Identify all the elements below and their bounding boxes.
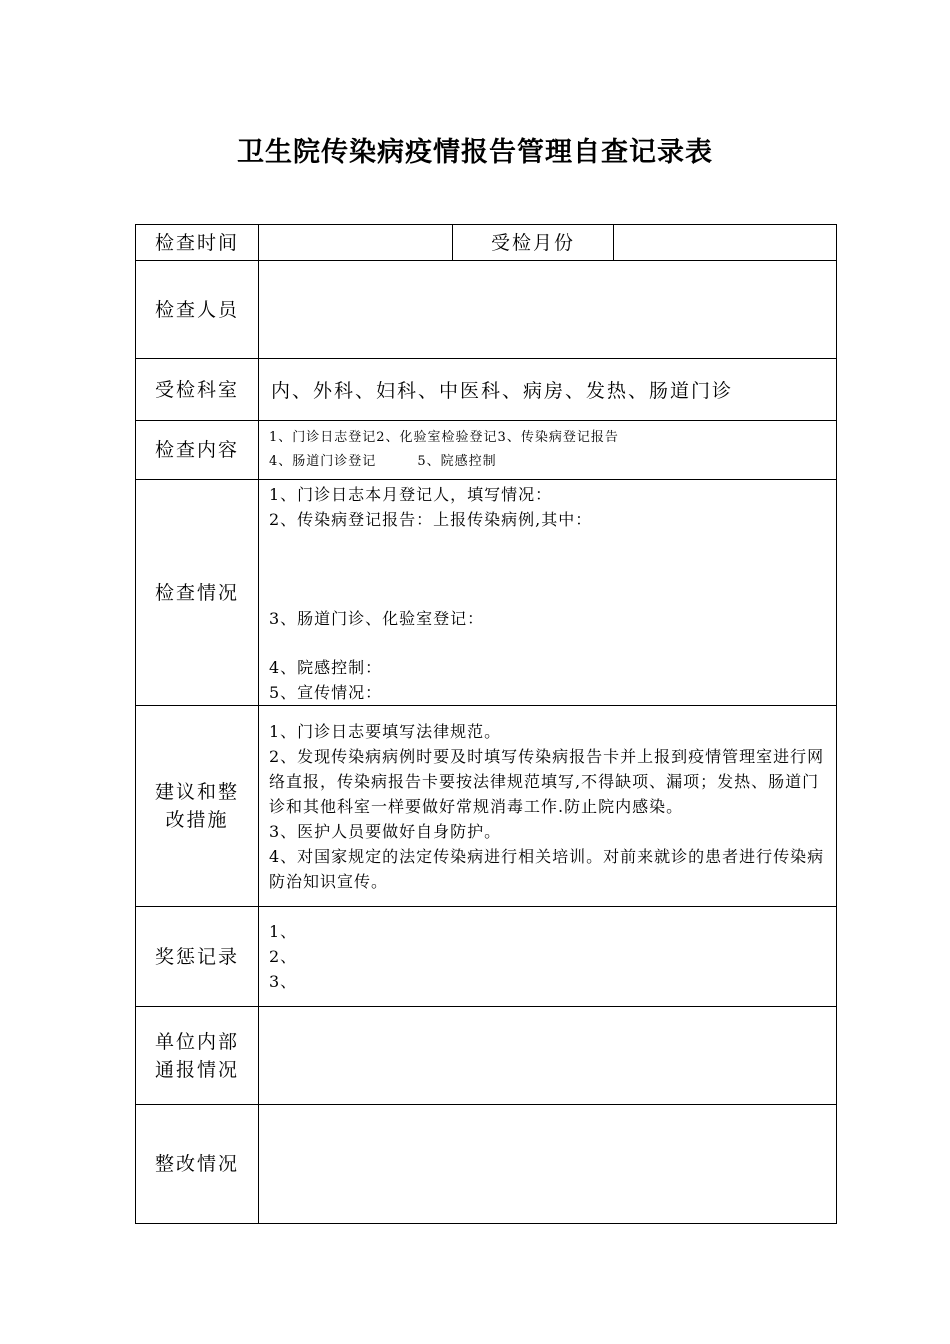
- label-situation: 检查情况: [136, 480, 259, 706]
- situation-item: 1、门诊日志本月登记人，填写情况：: [269, 485, 553, 504]
- value-content: [259, 421, 837, 480]
- suggestion-item: 3、医护人员要做好自身防护。: [269, 821, 502, 841]
- label-check-time: 检查时间: [136, 225, 259, 261]
- suggestion-item: 4、对国家规定的法定传染病进行相关培训。对前来就诊的患者进行传染病防治知识宣传。: [269, 846, 825, 891]
- row-inspectors: [136, 261, 837, 359]
- value-rectification: [259, 1105, 837, 1224]
- reward-item: 2、: [269, 947, 298, 966]
- label-internal-notice: [136, 1007, 259, 1105]
- row-situation: [136, 480, 837, 706]
- self-check-table: [135, 224, 837, 1224]
- situation-item: 2、传染病登记报告：上报传染病例,其中：: [269, 510, 593, 529]
- row-content: [136, 421, 837, 480]
- label-suggestions-line: 建议和整: [154, 781, 239, 803]
- label-rectification: 整改情况: [136, 1105, 259, 1224]
- value-rewards: [259, 907, 837, 1007]
- value-suggestions: [259, 706, 837, 907]
- situation-item: 4、院感控制：: [269, 658, 383, 677]
- page-title: 卫生院传染病疫情报告管理自查记录表: [237, 137, 713, 168]
- label-inspected-month: 受检月份: [453, 225, 614, 261]
- reward-item: 3、: [269, 972, 298, 991]
- row-rectification: [136, 1105, 837, 1224]
- value-departments: 内、外科、妇科、中医科、病房、发热、肠道门诊: [259, 359, 837, 421]
- reward-item: 1、: [269, 922, 298, 941]
- label-rewards: 奖惩记录: [136, 907, 259, 1007]
- label-inspectors: 检查人员: [136, 261, 259, 359]
- label-content: 检查内容: [136, 421, 259, 480]
- situation-item: 5、宣传情况：: [269, 683, 383, 702]
- value-internal-notice: [259, 1007, 837, 1105]
- row-rewards: [136, 907, 837, 1007]
- label-suggestions: [136, 706, 259, 907]
- row-suggestions: [136, 706, 837, 907]
- situation-item: 3、肠道门诊、化验室登记：: [269, 609, 485, 628]
- label-suggestions-line: 改措施: [165, 809, 229, 831]
- suggestion-item: 1、门诊日志要填写法律规范。: [269, 721, 502, 741]
- value-inspectors: [259, 261, 837, 359]
- content-line: 1、门诊日志登记2、化验室检验登记3、传染病登记报告: [269, 430, 619, 445]
- label-internal-notice-line: 通报情况: [154, 1058, 239, 1081]
- row-internal-notice: [136, 1007, 837, 1105]
- suggestion-item: 2、发现传染病病例时要及时填写传染病报告卡并上报到疫情管理室进行网络直报，传染病报告卡要按法律规范填写,不得缺项、漏项；发热、肠道门诊和其他科室一样要做好常规消毒工作.防止院内感染。: [269, 746, 825, 816]
- value-situation: [259, 480, 837, 706]
- content-line: 4、肠道门诊登记 5、院感控制: [269, 454, 497, 469]
- label-departments: 受检科室: [136, 359, 259, 421]
- row-check-time: [136, 225, 837, 261]
- label-internal-notice-line: 单位内部: [154, 1030, 239, 1053]
- value-inspected-month: [614, 225, 837, 261]
- row-departments: [136, 359, 837, 421]
- value-check-time: [259, 225, 453, 261]
